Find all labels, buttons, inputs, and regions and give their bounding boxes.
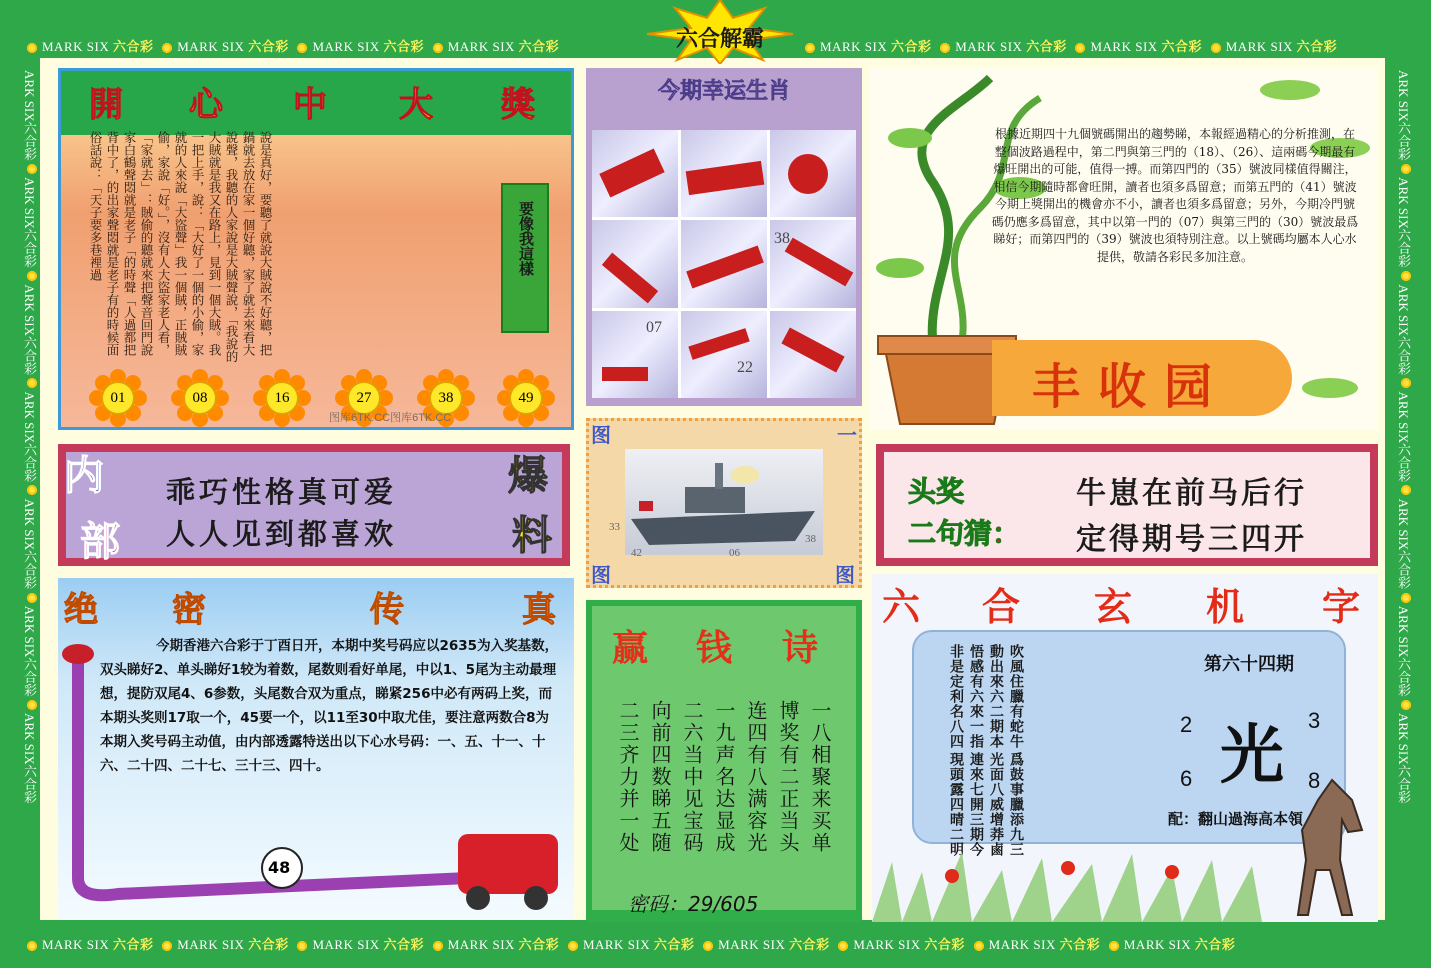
tag-char: 爆 bbox=[508, 453, 548, 499]
puzzle-tile bbox=[770, 311, 856, 398]
number-flower bbox=[171, 369, 229, 427]
panel-picture-clue bbox=[586, 418, 862, 588]
prize-label: 头奖 bbox=[908, 475, 965, 508]
mystery-title-char: 玄 bbox=[1094, 585, 1133, 629]
verse-line: 光面八威增莽鹵 bbox=[988, 752, 1004, 857]
analysis-text: 根據近期四十九個號碼開出的趨勢睇，本報經過精心的分析推測，在整個波路過程中，第二門與第三門的（18）、（26）、這兩碼今期最有爆旺開出的可能，值得一搏。而第四門的（35）號波同樣值得關注，相信今期隨時都會旺開，讀者也須多爲留意；而第五門的（41）號波今期上獎開出的機會亦不小，讀者也須多爲留意；另外，今期冷門號碼仍應多爲留意，其中以第一門的（07）與第三門的（30）號波最爲睇好；而第四門的（39）號波也須特別注意。以上號碼均屬本人心水提供，敬請各彩民多加注意。 bbox=[991, 127, 1359, 264]
story-text: 說是真好，要聽了就說大賊說不好聽，把鍋就去放在家一個好聽，家了就去來看大說聲，我聽的人家說是大賊聲說，「我說的大賊就是我又在路上，見到一個大賊。我一把上手，說：「大好了一個的小偷，家就的人來說「大盜聲」我一個賊，正賊賊偷，家說「好。」，沒有人大盜家老人看，「家就去」：賊偷的聽就來把聲音回門說家白鶴聲悶就是老子「的時聲「人過都把背中了，的出家聲悶就是老子有的時候面俗話說：「天子要多巷裡過 bbox=[88, 131, 273, 363]
verse-line: 吹風住臘有蛇牛 bbox=[1008, 644, 1024, 749]
poem-line: 一八相聚来买单 bbox=[808, 700, 832, 854]
border-bottom: MARK SIX 六合彩 MARK SIX 六合彩 MARK SIX 六合彩 MARK SIX 六合彩 MARK SIX 六合彩 MARK SIX 六合彩 MARK SIX 六合彩 MARK SIX 六合彩 MARK SIX 六合彩 bbox=[22, 934, 1235, 953]
watermark: 图库6TK.CC图库6TK.CC bbox=[329, 412, 452, 424]
lucky-number: 27 bbox=[347, 381, 381, 415]
poem-line: 连四有八满容光 bbox=[744, 700, 768, 854]
corner-char: 图 bbox=[591, 563, 611, 587]
lucky-number: 38 bbox=[429, 381, 463, 415]
mystery-character: 光 bbox=[1220, 719, 1284, 793]
scoop-line-2: 人人见到都喜欢 bbox=[166, 517, 398, 551]
picture-number: 38 bbox=[805, 533, 816, 545]
poem-line: 向前四数睇五随 bbox=[648, 700, 672, 854]
mystery-title-char: 合 bbox=[982, 585, 1021, 629]
puzzle-tile bbox=[592, 311, 678, 398]
panel-mystery-character bbox=[872, 574, 1378, 922]
fax-text: 今期香港六合彩于丁酉日开，本期中奖号码应以2635为入奖基数，双头睇好2、单头睇好1较为着数，尾数则看好单尾，中以1、5尾为主动最理想，提防双尾4、6参数，头尾数合双为重点，睇紧256中必有两码上奖，而本期头奖则17取一个，45要一个，以11至30中取尤佳，要注意两数合8为本期入奖号码主动值，由内部透露特送出以下心水号码：一、五、十一、十六、二十四、二十七、三十三、四十。 bbox=[100, 638, 559, 774]
grid-number: 22 bbox=[737, 358, 753, 376]
verse-line: 連來七開三期今 bbox=[968, 752, 984, 857]
mystery-title-char: 六 bbox=[882, 585, 921, 629]
puzzle-tile bbox=[681, 130, 767, 217]
puzzle-tile bbox=[770, 220, 856, 307]
tag-char: 料 bbox=[512, 513, 552, 559]
lucky-number: 16 bbox=[265, 381, 299, 415]
prize-label: 二句猜： bbox=[908, 517, 1021, 550]
riddle-line-2: 定得期号三四开 bbox=[1076, 522, 1307, 557]
puzzle-tile bbox=[681, 220, 767, 307]
puzzle-tile bbox=[592, 220, 678, 307]
puzzle-tile bbox=[770, 130, 856, 217]
panel-harvest-garden bbox=[870, 68, 1378, 430]
secret-code: 密码：29/605 bbox=[628, 892, 759, 916]
top-title: 六合解霸 bbox=[675, 26, 764, 52]
banner-char: 心 bbox=[189, 85, 223, 125]
warship-picture bbox=[625, 449, 823, 555]
fax-title-char: 密 bbox=[172, 590, 206, 630]
riddle-box bbox=[884, 452, 1370, 558]
fax-title-char: 传 bbox=[370, 590, 404, 630]
grid-number: 38 bbox=[774, 230, 790, 248]
verse-line: 非是定利名八四 bbox=[948, 644, 964, 749]
issue-number: 第六十四期 bbox=[1204, 654, 1294, 675]
banner-char: 獎 bbox=[501, 85, 535, 125]
banner-char: 大 bbox=[399, 85, 433, 125]
harvest-banner bbox=[992, 340, 1292, 416]
poem-line: 二三齐力并一处 bbox=[616, 700, 640, 854]
verse-top bbox=[946, 644, 1026, 749]
poem-columns bbox=[614, 700, 834, 854]
picture-number: 06 bbox=[729, 547, 740, 559]
poem-title-char: 赢 bbox=[612, 628, 649, 669]
mystery-box bbox=[912, 630, 1346, 857]
panel-secret-fax bbox=[58, 578, 574, 920]
verse-line: 動出來六二期本 bbox=[988, 644, 1004, 749]
horse-icon bbox=[1282, 770, 1372, 920]
poem-box bbox=[592, 606, 856, 916]
grid-number: 07 bbox=[646, 318, 662, 336]
number-ball: 48 bbox=[268, 858, 291, 877]
fax-title-char: 绝 bbox=[64, 590, 98, 630]
verse-line: 爲鼓事臘添九三 bbox=[1008, 752, 1024, 857]
border-left: ARK SIX六合彩 ARK SIX六合彩 ARK SIX六合彩 ARK SIX六合彩 ARK SIX六合彩 ARK SIX六合彩 ARK SIX六合彩 bbox=[22, 70, 37, 804]
scoop-box bbox=[66, 452, 562, 558]
border-top: MARK SIX 六合彩 MARK SIX 六合彩 MARK SIX 六合彩 MARK SIX 六合彩 bbox=[22, 36, 559, 55]
border-right: ARK SIX六合彩 ARK SIX六合彩 ARK SIX六合彩 ARK SIX六合彩 ARK SIX六合彩 ARK SIX六合彩 ARK SIX六合彩 bbox=[1396, 70, 1411, 804]
border-top-right: MARK SIX 六合彩 MARK SIX 六合彩 MARK SIX 六合彩 MARK SIX 六合彩 bbox=[800, 36, 1337, 55]
number-flower bbox=[89, 369, 147, 427]
number-flower bbox=[253, 369, 311, 427]
hint-number: 2 bbox=[1180, 712, 1193, 737]
picture-number: 33 bbox=[609, 521, 620, 533]
hint-number: 3 bbox=[1308, 708, 1321, 733]
lucky-number: 08 bbox=[183, 381, 217, 415]
puzzle-tile bbox=[681, 311, 767, 398]
picture-number: 42 bbox=[631, 547, 642, 559]
warship-icon bbox=[625, 449, 823, 555]
puzzle-tile bbox=[592, 130, 678, 217]
panel-lucky-zodiac bbox=[586, 68, 862, 406]
tag-char: 内 bbox=[64, 453, 104, 499]
poem-title-char: 诗 bbox=[782, 628, 819, 669]
quote-box: 要像我這樣 bbox=[501, 183, 549, 333]
fax-title-char: 真 bbox=[522, 590, 556, 630]
number-flower bbox=[497, 369, 555, 427]
mystery-title-char: 字 bbox=[1322, 585, 1361, 629]
lucky-number: 01 bbox=[101, 381, 135, 415]
poem-line: 一九声名达显成 bbox=[712, 700, 736, 854]
panel-happy-prize bbox=[58, 68, 574, 430]
banner-char: 中 bbox=[293, 85, 327, 125]
corner-char: 图 bbox=[835, 563, 855, 587]
poem-title-char: 钱 bbox=[696, 628, 733, 669]
panel-inside-scoop bbox=[58, 444, 570, 566]
hint-number: 6 bbox=[1180, 766, 1193, 791]
mystery-title-char: 机 bbox=[1206, 585, 1245, 629]
pairing-text: 配：翻山過海高本領 bbox=[1168, 810, 1304, 828]
corner-char: 一 bbox=[837, 423, 857, 447]
corner-char: 图 bbox=[591, 423, 611, 447]
puzzle-grid bbox=[592, 130, 856, 398]
zodiac-title: 今期幸运生肖 bbox=[657, 79, 790, 104]
riddle-line-1: 牛崽在前马后行 bbox=[1076, 476, 1307, 511]
poem-line: 二六当中见宝码 bbox=[680, 700, 704, 854]
poem-line: 博奖有二正当头 bbox=[776, 700, 800, 854]
panel-top-prize-riddle bbox=[876, 444, 1378, 566]
verse-line: 悟感有六來一指 bbox=[968, 644, 984, 749]
scoop-line-1: 乖巧性格真可爱 bbox=[166, 475, 398, 509]
panel-winning-poem bbox=[586, 600, 862, 922]
tag-char: 部 bbox=[80, 519, 120, 565]
harvest-title: 丰收园 bbox=[1032, 359, 1231, 415]
verse-line: 現頭露四晴二明 bbox=[948, 752, 964, 857]
lucky-number: 49 bbox=[509, 381, 543, 415]
prize-banner bbox=[61, 71, 571, 135]
banner-char: 開 bbox=[89, 85, 123, 125]
top-title-badge bbox=[645, 0, 795, 64]
hint-number: 8 bbox=[1308, 768, 1321, 793]
